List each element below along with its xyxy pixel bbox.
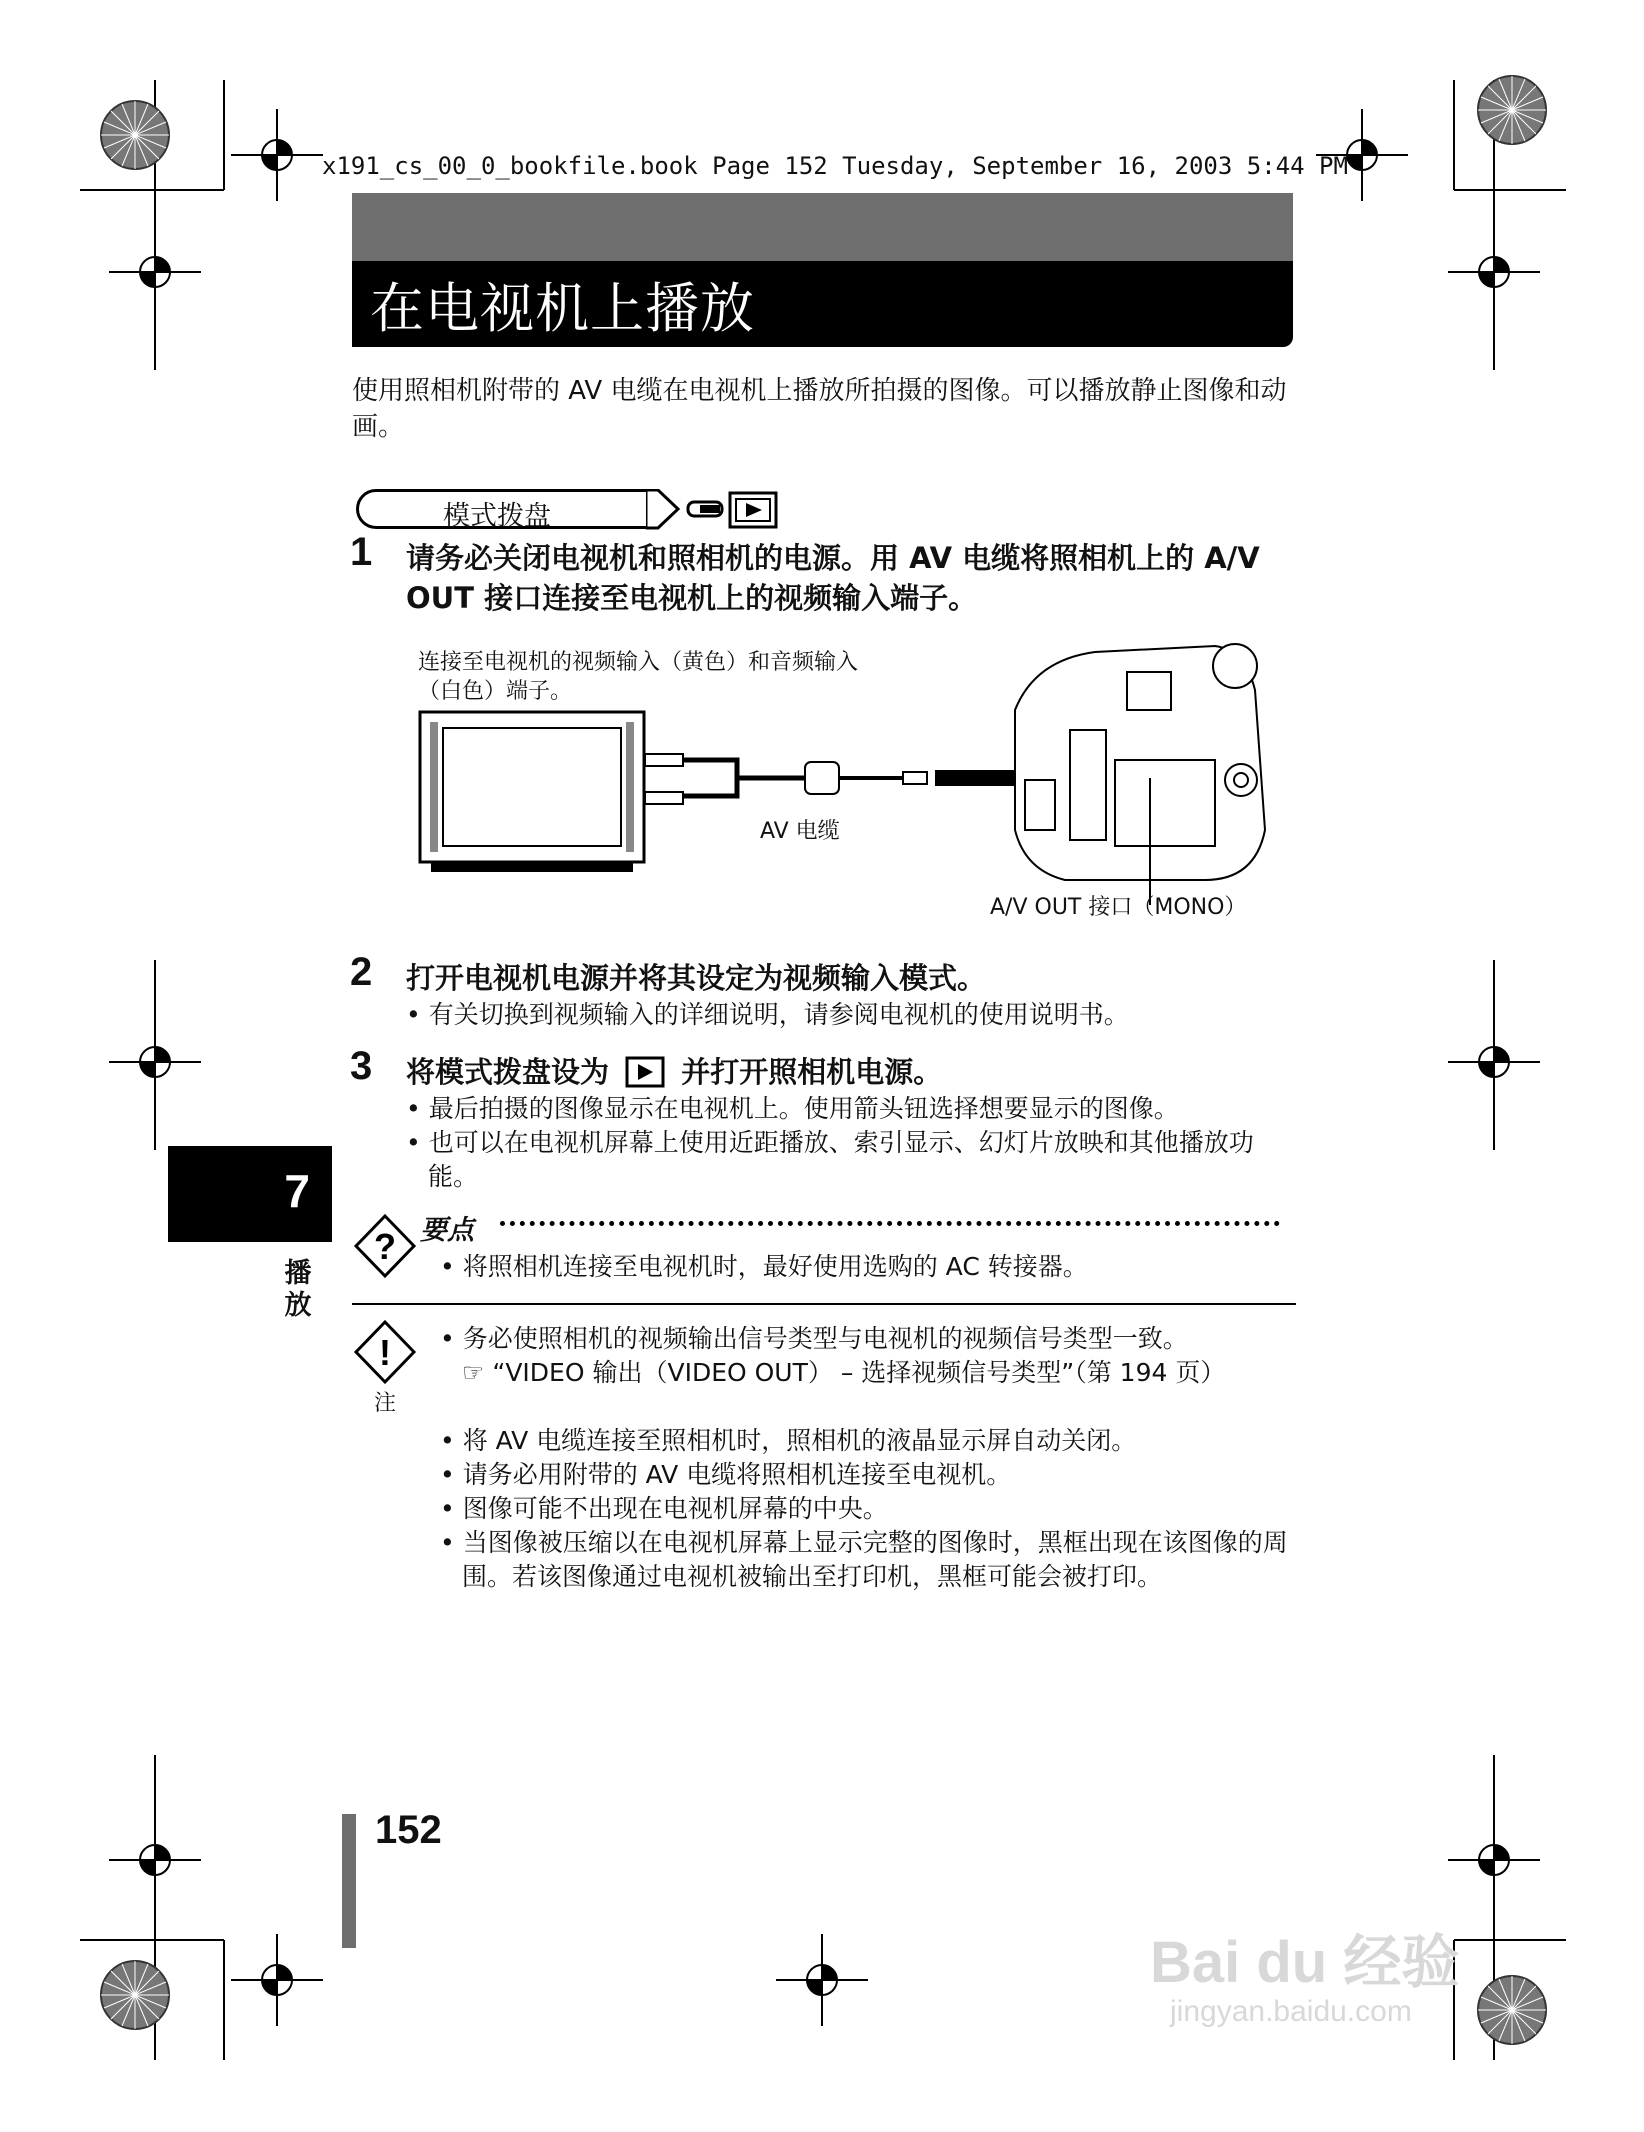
playback-icon (730, 493, 776, 527)
connection-diagram (415, 630, 1295, 930)
step-1-number: 1 (350, 530, 373, 574)
title-bar (352, 193, 1293, 347)
warning-icon (352, 1318, 418, 1388)
chapter-tab (168, 1146, 332, 1242)
section-divider (352, 1303, 1296, 1305)
tips-divider (500, 1221, 1280, 1226)
reference-line: ☞ “VIDEO 输出（VIDEO OUT） – 选择视频信号类型”（第 194 页） (462, 1358, 1226, 1387)
chapter-label: 播放 (284, 1258, 312, 1321)
tips-heading: 要点 (420, 1215, 474, 1246)
watermark-brand: Bai du 经验 (1150, 1930, 1460, 1995)
step-3-text: 将模式拨盘设为 并打开照相机电源。 (406, 1055, 943, 1089)
list-item: • 最后拍摄的图像显示在电视机上。使用箭头钮选择想要显示的图像。 (406, 1094, 1179, 1123)
list-item: • 也可以在电视机屏幕上使用近距播放、索引显示、幻灯片放映和其他播放功能。 (406, 1128, 1254, 1191)
step-2-number: 2 (350, 950, 373, 994)
svg-text:!: ! (379, 1332, 391, 1373)
av-cable-label: AV 电缆 (760, 819, 840, 844)
list-item: • 将照相机连接至电视机时，最好使用选购的 AC 转接器。 (440, 1252, 1088, 1281)
notes-list (440, 1424, 1295, 1594)
list-item: • 将 AV 电缆连接至照相机时，照相机的液晶显示屏自动关闭。 (440, 1426, 1137, 1455)
playback-icon (625, 1056, 665, 1088)
list-item: • 务必使照相机的视频输出信号类型与电视机的视频信号类型一致。 (440, 1324, 1188, 1353)
list-item: • 图像可能不出现在电视机屏幕的中央。 (440, 1494, 888, 1523)
av-out-port-label: A/V OUT 接口（MONO） (990, 895, 1247, 920)
step-1-text: 请务必关闭电视机和照相机的电源。用 AV 电缆将照相机上的 A/V OUT 接口连接至电视机上的视频输入端子。 (406, 541, 1260, 615)
step-2-text: 打开电视机电源并将其设定为视频输入模式。 (406, 961, 987, 995)
tv-illustration (420, 712, 644, 872)
tv-connection-caption: 连接至电视机的视频输入（黄色）和音频输入（白色）端子。 (418, 650, 859, 704)
list-item: • 当图像被压缩以在电视机屏幕上显示完整的图像时，黑框出现在该图像的周围。若该图像通过电视机被输出至打印机，黑框可能会被打印。 (440, 1528, 1288, 1591)
file-header: x191_cs_00_0_bookfile.book Page 152 Tuesday, September 16, 2003 5:44 PM (322, 152, 1348, 180)
av-cable-illustration (645, 754, 927, 804)
intro-paragraph: 使用照相机附带的 AV 电缆在电视机上播放所拍摄的图像。可以播放静止图像和动画。 (352, 376, 1287, 442)
question-icon (352, 1212, 418, 1282)
page-number-bar (342, 1814, 356, 1948)
watermark-url: jingyan.baidu.com (1170, 1995, 1412, 2028)
page-number: 152 (375, 1808, 442, 1852)
svg-text:?: ? (374, 1226, 396, 1267)
page-title: 在电视机上播放 (370, 276, 755, 340)
mode-dial-label: 模式拨盘 (443, 501, 551, 532)
mode-dial-indicator (356, 489, 786, 531)
list-item: • 请务必用附带的 AV 电缆将照相机连接至电视机。 (440, 1460, 1012, 1489)
camera-illustration (1015, 644, 1265, 880)
list-item: • 有关切换到视频输入的详细说明，请参阅电视机的使用说明书。 (406, 1000, 1129, 1029)
notes-label: 注 (374, 1391, 397, 1416)
reference-icon: ☞ (462, 1358, 485, 1387)
chapter-number: 7 (284, 1165, 310, 1217)
step-3-number: 3 (350, 1044, 373, 1088)
dial-pointer-icon (688, 502, 722, 516)
